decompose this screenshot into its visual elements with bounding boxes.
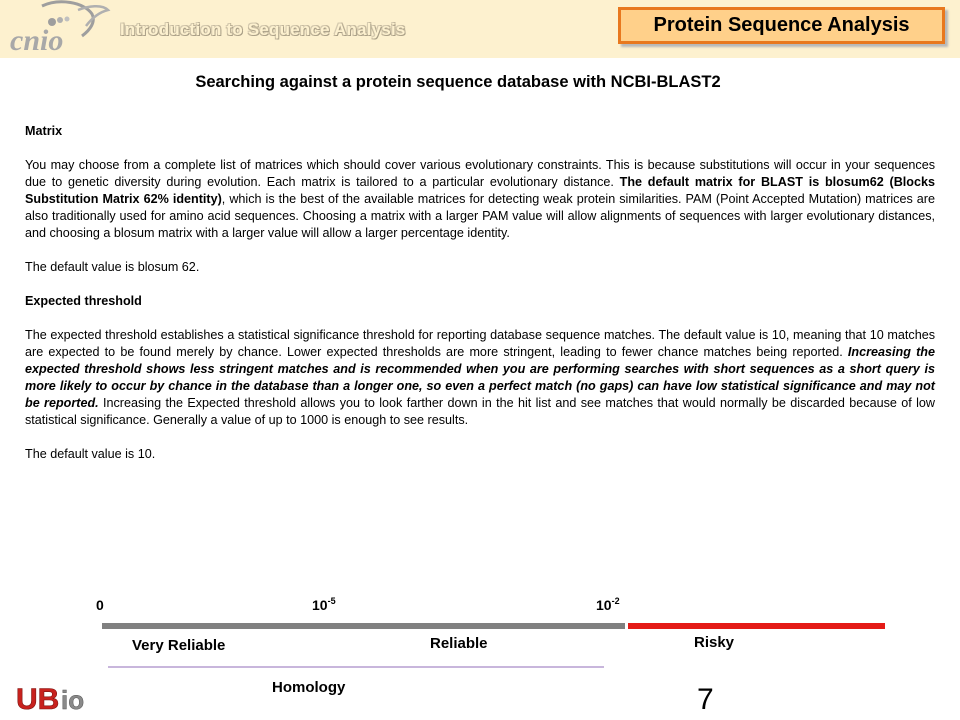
homology-label: Homology bbox=[272, 679, 346, 696]
risky-range-bar bbox=[628, 623, 885, 629]
slide-title: Searching against a protein sequence database with NCBI-BLAST2 bbox=[195, 73, 721, 91]
threshold-heading: Expected threshold bbox=[25, 294, 142, 308]
reliable-range-bar bbox=[102, 623, 625, 629]
course-title: Introduction to Sequence Analysis bbox=[120, 20, 406, 39]
matrix-heading: Matrix bbox=[25, 124, 63, 138]
threshold-text-1: The expected threshold establishes a statistical significance threshold for reporting database sequence matches. The default value is 10, meaning that 10 matches are expected to be found merely by chance. Lower expected thresholds are more stringent, leading to fewer chance matches being reported. bbox=[25, 328, 935, 359]
section-badge: Protein Sequence Analysis bbox=[618, 7, 945, 44]
ubio-logo-text-ub: UB bbox=[16, 683, 60, 714]
matrix-text-1: You may choose from a complete list of matrices which should cover various evolutionary constraints. This is because substitutions will occur in your sequences due to genetic diversity during evolution. Each matrix is tailored to a particular evolutionary distance. bbox=[25, 158, 935, 189]
very-reliable-label: Very Reliable bbox=[132, 637, 226, 654]
threshold-text-emphasis: Increasing the expected threshold shows less stringent matches and is recommended when you are performing searches with short sequences as a short query is more likely to occur by chance in the database than a longer one, so even a perfect match (no gaps) can have low statistical significance and may not be reported. bbox=[25, 345, 935, 410]
slide-body bbox=[25, 123, 935, 463]
threshold-paragraph bbox=[25, 327, 935, 429]
matrix-text-2: , which is the best of the available matrices for detecting weak protein similarities. PAM (Point Accepted Mutation) matrices are also traditionally used for amino acid sequences. Choosing a matrix with a larger PAM value will allow alignments of sequences with larger evolutionary distances, and choosing a blosum matrix with a larger value will allow a larger percentage identity. bbox=[25, 192, 935, 240]
risky-label: Risky bbox=[694, 634, 735, 651]
cnio-logo bbox=[4, 0, 112, 56]
scale-tick-e5: $10^{-5}$ bbox=[312, 596, 336, 613]
reliable-label: Reliable bbox=[430, 635, 488, 652]
matrix-paragraph bbox=[25, 157, 935, 242]
cnio-logo-text: cnio bbox=[10, 24, 64, 56]
ubio-logo bbox=[16, 682, 100, 714]
ubio-logo-text-io: io bbox=[61, 685, 85, 714]
scale-tick-zero: 0 bbox=[96, 597, 104, 613]
threshold-default: The default value is 10. bbox=[25, 447, 156, 461]
threshold-text-2: Increasing the Expected threshold allows you to look farther down in the hit list and see matches that would normally be discarded because of low statistical significance. Generally a value of up to 1000 is enough to see results. bbox=[25, 396, 935, 427]
page-number: 7 bbox=[697, 683, 714, 716]
matrix-default: The default value is blosum 62. bbox=[25, 260, 200, 274]
matrix-text-bold: The default matrix for BLAST is blosum62 (Blocks Substitution Matrix 62% identity) bbox=[25, 175, 935, 206]
homology-range-line bbox=[108, 666, 604, 668]
scale-tick-e2: $10^{-2}$ bbox=[596, 596, 620, 613]
